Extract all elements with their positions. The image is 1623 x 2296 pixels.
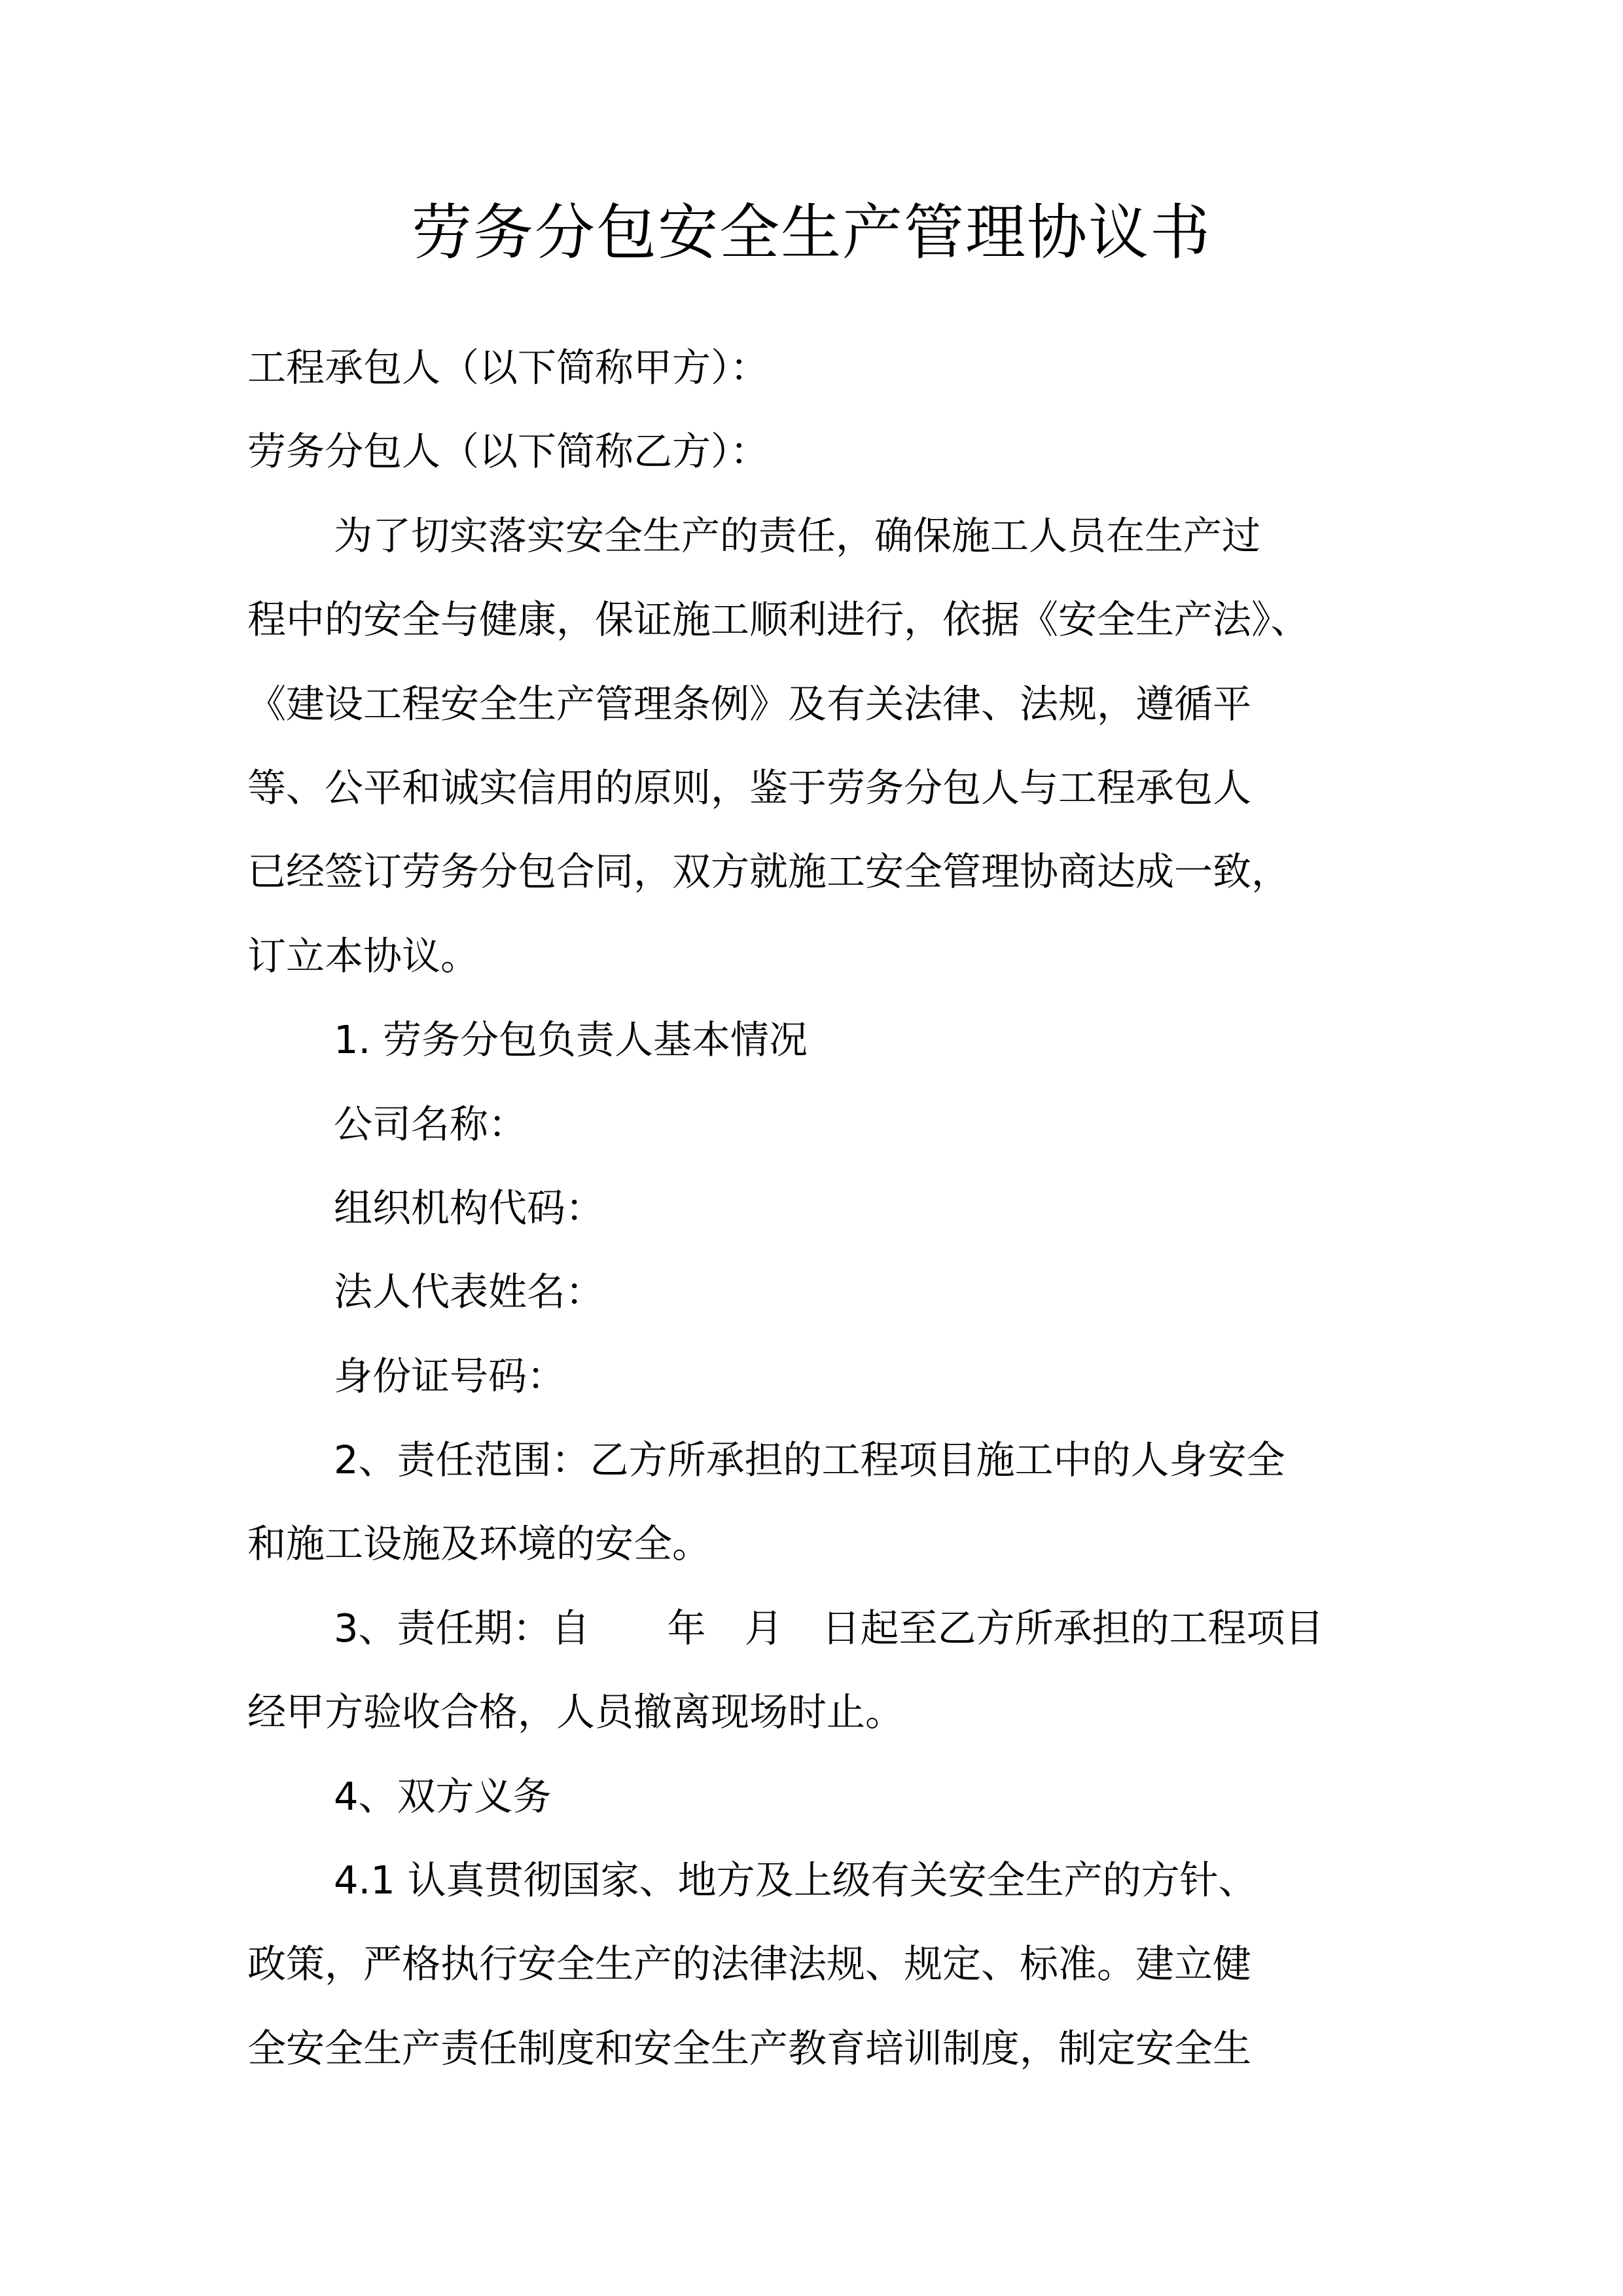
section-2-line-1: 2、责任范围：乙方所承担的工程项目施工中的人身安全 (334, 1437, 1285, 1483)
document-body (247, 326, 1387, 2090)
company-name-field: 公司名称： (334, 1101, 527, 1147)
preamble-line-5: 已经签订劳务分包合同，双方就施工安全管理协商达成一致， (247, 849, 1291, 895)
organization-code-field: 组织机构代码： (334, 1185, 605, 1230)
party-a-line: 工程承包人（以下简称甲方）： (247, 345, 769, 390)
preamble-line-3: 《建设工程安全生产管理条例》及有关法律、法规，遵循平 (247, 681, 1252, 726)
preamble-line-4: 等、公平和诚实信用的原则，鉴于劳务分包人与工程承包人 (247, 764, 1252, 810)
section-3-line-1: 3、责任期：自 年 月 日起至乙方所承担的工程项目 (334, 1605, 1324, 1651)
section-4-1-line-1: 4.1 认真贯彻国家、地方及上级有关安全生产的方针、 (334, 1857, 1257, 1903)
preamble-line-2: 程中的安全与健康，保证施工顺利进行，依据《安全生产法》、 (247, 597, 1310, 643)
section-2-line-2: 和施工设施及环境的安全。 (247, 1521, 711, 1567)
preamble-line-1: 为了切实落实安全生产的责任，确保施工人员在生产过 (334, 512, 1261, 558)
section-1-heading: 1. 劳务分包负责人基本情况 (334, 1017, 808, 1063)
section-4-heading: 4、双方义务 (334, 1773, 552, 1819)
section-4-1-line-3: 全安全生产责任制度和安全生产教育培训制度，制定安全生 (247, 2025, 1252, 2071)
id-number-field: 身份证号码： (334, 1353, 566, 1399)
legal-representative-field: 法人代表姓名： (334, 1269, 605, 1315)
preamble-line-6: 订立本协议。 (247, 933, 480, 978)
party-b-line: 劳务分包人（以下简称乙方）： (247, 429, 769, 475)
document-title: 劳务分包安全生产管理协议书 (411, 198, 1211, 268)
section-3-line-2: 经甲方验收合格，人员撤离现场时止。 (247, 1689, 904, 1735)
section-4-1-line-2: 政策，严格执行安全生产的法律法规、规定、标准。建立健 (247, 1941, 1252, 1987)
